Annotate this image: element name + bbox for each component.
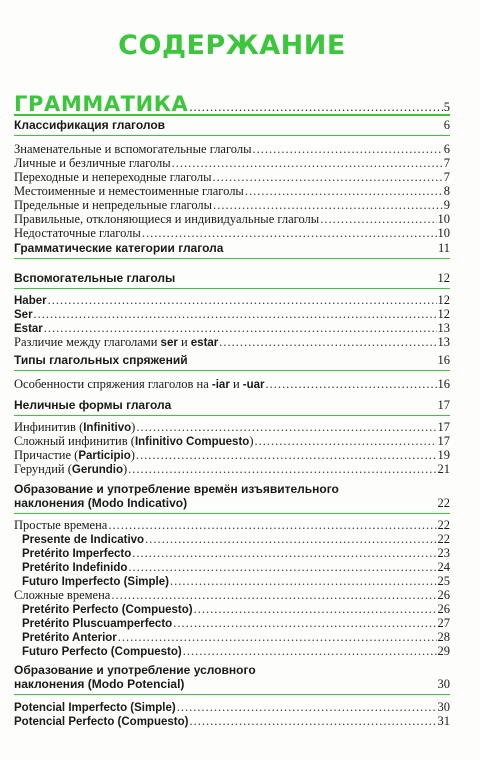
toc-entry[interactable]: [14, 156, 450, 170]
page-number: 17: [437, 434, 450, 448]
section-title: Образование и употребление условного наклонения (Modo Potencial): [14, 663, 256, 691]
page-number: 10: [437, 212, 450, 226]
toc-entry[interactable]: [14, 226, 450, 240]
section-title: Неличные формы глагола: [14, 398, 172, 412]
entry-text: Сложные времена: [14, 588, 111, 602]
section-heading[interactable]: [14, 117, 450, 136]
leader-dots: [44, 321, 437, 335]
leader-dots: [183, 644, 437, 658]
leader-dots: [173, 616, 436, 630]
leader-dots: [213, 198, 443, 212]
leader-dots: [111, 588, 436, 602]
section-heading[interactable]: [14, 352, 450, 371]
toc-subentry[interactable]: [14, 644, 450, 659]
entry-text: Pretérito Pluscuamperfecto: [22, 618, 173, 630]
leader-dots: [219, 335, 436, 349]
page-number: 7: [443, 170, 450, 184]
entry-text: Особенности спряжения глаголов на -iar и -uar: [14, 377, 265, 391]
page-number: 22: [437, 518, 450, 532]
page-number: 28: [437, 630, 450, 644]
toc-entry[interactable]: [14, 170, 450, 184]
toc-entry[interactable]: [14, 198, 450, 212]
toc-entry[interactable]: [14, 335, 450, 350]
leader-dots: [48, 293, 437, 307]
page-number: 5: [443, 100, 450, 114]
entry-text: Presente de Indicativo: [22, 534, 145, 546]
leader-dots: [253, 142, 443, 156]
entry-text: Pretérito Anterior: [22, 632, 117, 644]
entry-text: Правильные, отклоняющиеся и индивидуальные глаголы: [14, 212, 320, 226]
section-title: Грамматические категории глагола: [14, 241, 224, 255]
toc-entry[interactable]: [14, 184, 450, 198]
toc-entry[interactable]: [14, 293, 450, 308]
toc-entry[interactable]: [14, 321, 450, 336]
entry-text: Предельные и непредельные глаголы: [14, 198, 213, 212]
leader-dots: [254, 434, 436, 448]
entry-text: Pretérito Indefinido: [22, 562, 128, 574]
toc-subentry[interactable]: [14, 602, 450, 617]
page-number: 12: [437, 307, 450, 321]
part-divider: [14, 114, 450, 116]
toc-entry[interactable]: [14, 307, 450, 322]
leader-dots: [266, 377, 437, 391]
toc-entry[interactable]: [14, 518, 450, 532]
leader-dots: [132, 546, 436, 560]
toc-subentry[interactable]: [14, 546, 450, 561]
toc-entry[interactable]: [14, 462, 450, 477]
toc-subentry[interactable]: [14, 574, 450, 589]
leader-dots: [189, 100, 442, 115]
toc-entry[interactable]: [14, 434, 450, 449]
entry-text: Сложный инфинитив (Infinitivo Compuesto): [14, 434, 254, 448]
toc-title: СОДЕРЖАНИЕ: [118, 30, 346, 61]
page-number: 12: [437, 271, 450, 285]
toc-entry[interactable]: [14, 377, 450, 392]
page-number: 16: [437, 353, 450, 367]
section-title: Вспомогательные глаголы: [14, 271, 176, 285]
page-number: 6: [443, 118, 450, 132]
page-number: 25: [437, 574, 450, 588]
entry-text: Простые времена: [14, 518, 108, 532]
leader-dots: [172, 156, 443, 170]
page-number: 27: [437, 616, 450, 630]
page-number: 7: [443, 156, 450, 170]
page-number: 11: [437, 241, 450, 255]
page-number: 26: [437, 588, 450, 602]
page-number: 22: [437, 496, 450, 510]
leader-dots: [142, 226, 437, 240]
leader-dots: [108, 518, 436, 532]
page-number: 22: [437, 532, 450, 546]
entry-text: Личные и безличные глаголы: [14, 156, 171, 170]
toc-entry[interactable]: [14, 212, 450, 226]
entry-text: Герундий (Gerundio): [14, 462, 128, 476]
page-number: 12: [437, 293, 450, 307]
entry-text: Переходные и непереходные глаголы: [14, 170, 212, 184]
entry-text: Инфинитив (Infinitivo): [14, 420, 136, 434]
leader-dots: [170, 574, 437, 588]
leader-dots: [145, 532, 436, 546]
section-heading[interactable]: [14, 660, 450, 695]
toc-entry[interactable]: [14, 142, 450, 156]
section-title: Классификация глаголов: [14, 118, 166, 132]
toc-entry[interactable]: [14, 420, 450, 435]
entry-text: Haber: [14, 295, 47, 307]
leader-dots: [177, 700, 437, 714]
entry-text: Futuro Perfecto (Compuesto): [22, 646, 182, 658]
entry-text: Причастие (Participio): [14, 448, 135, 462]
leader-dots: [194, 602, 437, 616]
entry-text: Различие между глаголами ser и estar: [14, 335, 219, 349]
page-number: 29: [437, 644, 450, 658]
leader-dots: [245, 184, 443, 198]
toc-entry[interactable]: [14, 588, 450, 602]
page-number: 19: [437, 448, 450, 462]
page-number: 13: [437, 335, 450, 349]
page-number: 30: [437, 677, 450, 691]
section-heading[interactable]: [14, 395, 450, 416]
leader-dots: [34, 307, 437, 321]
part-label: ГРАММАТИКА: [14, 92, 189, 116]
toc-entry[interactable]: [14, 448, 450, 463]
toc-subentry[interactable]: [14, 532, 450, 547]
page-number: 21: [437, 462, 450, 476]
entry-text: Местоименные и неместоименные глаголы: [14, 184, 244, 198]
page-number: 6: [443, 142, 450, 156]
entry-text: Pretérito Perfecto (Compuesto): [22, 604, 193, 616]
page-number: 8: [443, 184, 450, 198]
leader-dots: [128, 462, 436, 476]
entry-text: Futuro Imperfecto (Simple): [22, 576, 169, 588]
page-number: 10: [437, 226, 450, 240]
section-heading[interactable]: [14, 479, 450, 514]
entry-text: Недостаточные глаголы: [14, 226, 141, 240]
page-number: 23: [437, 546, 450, 560]
section-heading[interactable]: [14, 268, 450, 289]
page-number: 13: [437, 321, 450, 335]
page-number: 24: [437, 560, 450, 574]
entry-text: Estar: [14, 323, 43, 335]
leader-dots: [320, 212, 436, 226]
entry-text: Знаменательные и вспомогательные глаголы: [14, 142, 252, 156]
leader-dots: [136, 448, 437, 462]
page-number: 31: [437, 714, 450, 728]
page-number: 9: [443, 198, 450, 212]
leader-dots: [136, 420, 436, 434]
page-number: 30: [437, 700, 450, 714]
entry-text: Ser: [14, 309, 33, 321]
section-title: Образование и употребление времён изъявительного наклонения (Modo Indicativo): [14, 482, 339, 510]
toc-subentry[interactable]: [14, 630, 450, 645]
leader-dots: [189, 714, 436, 728]
page-number: 17: [437, 420, 450, 434]
section-title: Типы глагольных спряжений: [14, 353, 188, 367]
toc-entry[interactable]: [14, 700, 450, 715]
page-number: 16: [437, 377, 450, 391]
leader-dots: [213, 170, 443, 184]
entry-text: Pretérito Imperfecto: [22, 548, 132, 560]
toc-subentry[interactable]: [14, 560, 450, 575]
part-grammar[interactable]: [14, 92, 450, 116]
entry-text: Potencial Imperfecto (Simple): [14, 702, 176, 714]
entry-text: Potencial Perfecto (Compuesto): [14, 716, 189, 728]
page-number: 17: [437, 398, 450, 412]
section-heading[interactable]: [14, 240, 450, 259]
page-number: 26: [437, 602, 450, 616]
leader-dots: [118, 630, 437, 644]
toc-entry[interactable]: [14, 714, 450, 729]
toc-subentry[interactable]: [14, 616, 450, 631]
leader-dots: [128, 560, 436, 574]
